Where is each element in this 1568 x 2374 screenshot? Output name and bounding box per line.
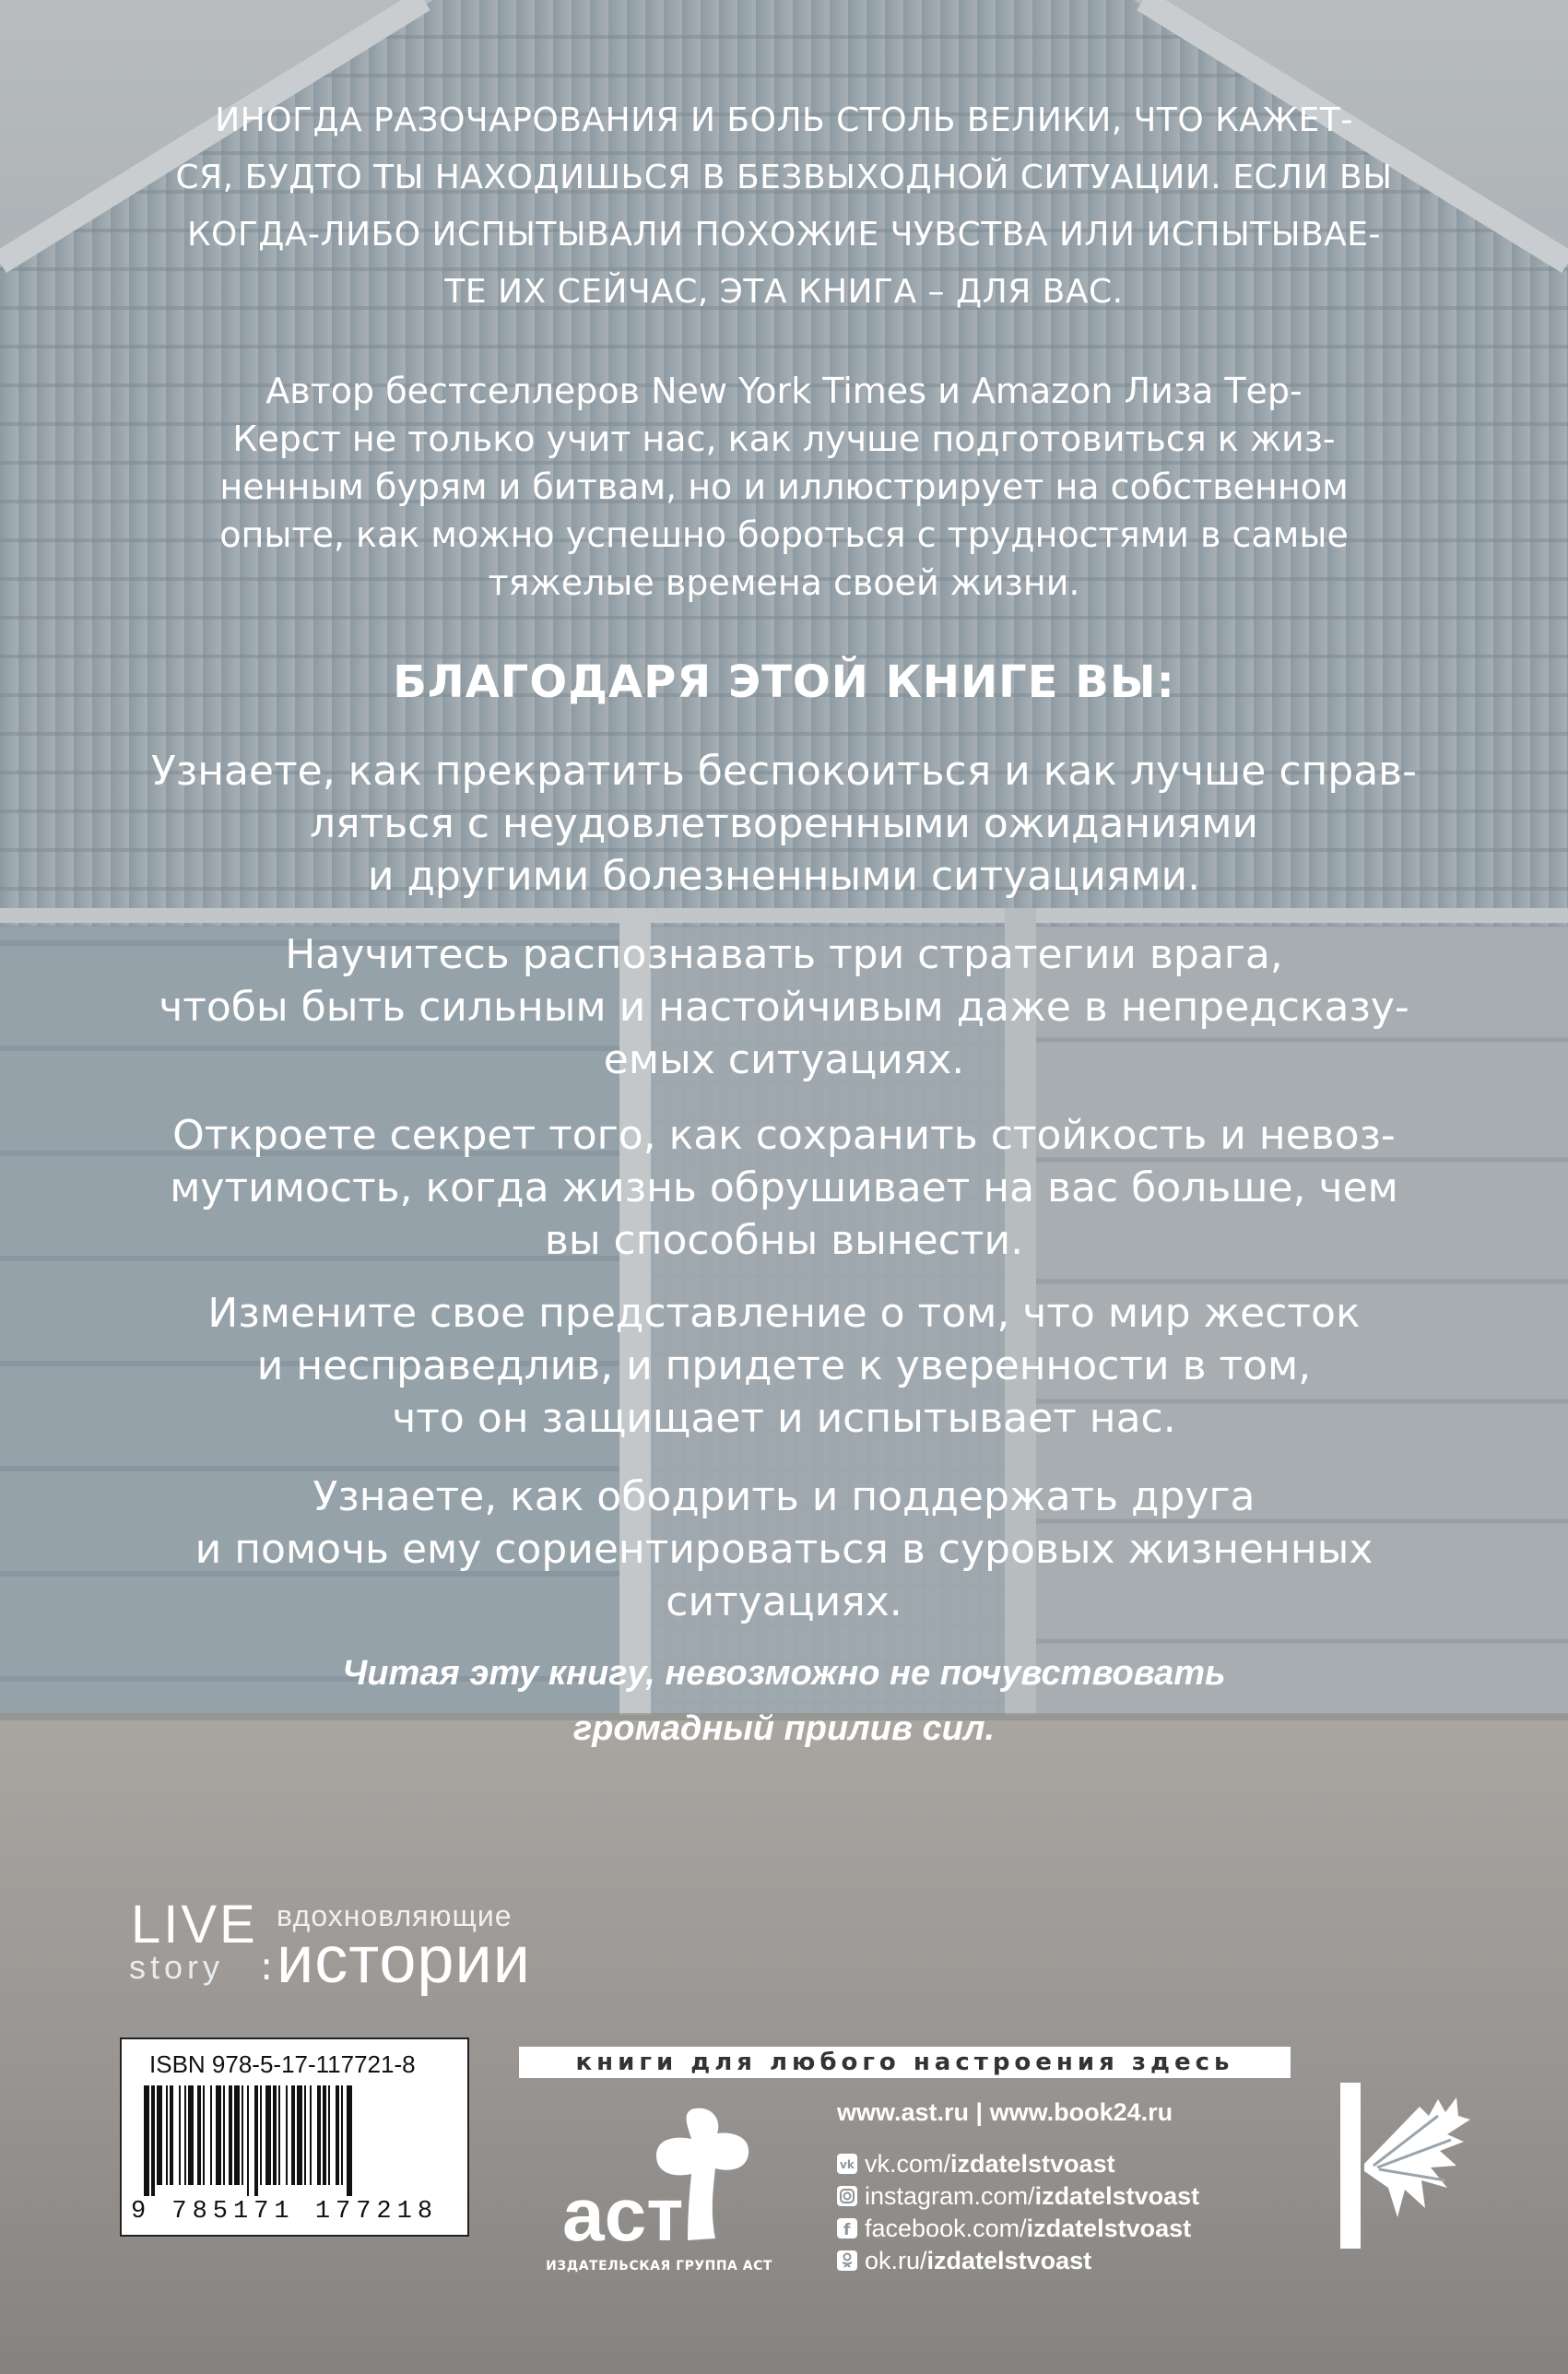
barcode-bar (197, 2085, 201, 2185)
isbn-number: ISBN 978-5-17-117721-8 (149, 2050, 416, 2078)
publisher-caption: ИЗДАТЕЛЬСКАЯ ГРУППА АСТ (546, 2259, 772, 2274)
barcode-bar (166, 2085, 168, 2185)
social-prefix: instagram.com/ (865, 2182, 1035, 2210)
barcode-bar (144, 2085, 149, 2196)
odnoklassniki-icon (837, 2250, 857, 2271)
social-links (837, 2148, 1199, 2277)
barcode-bar (179, 2085, 181, 2185)
quote-line: громадный прилив сил. (572, 1709, 996, 1748)
benefit-line: ляться с неудовлетворенными ожиданиями (309, 800, 1258, 847)
benefit-item (0, 928, 1568, 1086)
barcode-bar (286, 2085, 288, 2185)
ast-logo-text: аст (562, 2173, 684, 2250)
barcode-bar (260, 2085, 262, 2185)
barcode-bar (265, 2085, 271, 2185)
intro-line: КОГДА-ЛИБО ИСПЫТЫВАЛИ ПОХОЖИЕ ЧУВСТВА ИЛИ ИСПЫТЫВАЕ- (186, 216, 1382, 254)
barcode-box (120, 2037, 469, 2237)
social-handle: izdatelstvoast (1034, 2182, 1200, 2210)
barcode-bars (140, 2085, 449, 2196)
benefit-line: и помочь ему сориентироваться в суровых жизненных (195, 1526, 1373, 1573)
barcode-bar (151, 2085, 155, 2196)
benefit-item (0, 1470, 1568, 1628)
social-handle: izdatelstvoast (926, 2247, 1092, 2274)
benefit-item (0, 1109, 1568, 1267)
barcode-bar (247, 2085, 249, 2196)
barcode-bar (341, 2085, 343, 2185)
intro-text (0, 92, 1568, 321)
imprint-k-logo-icon (1337, 2079, 1475, 2254)
barcode-bar (310, 2085, 312, 2185)
benefit-line: Откроете секрет того, как сохранить стойкость и невоз- (172, 1112, 1396, 1159)
barcode-bar (216, 2085, 221, 2185)
series-logo-live: LIVE (131, 1895, 258, 1955)
benefit-item (0, 1287, 1568, 1445)
benefit-line: Научитесь распознавать три стратегии врага, (285, 931, 1283, 978)
benefit-line: вы способны вынести. (544, 1217, 1024, 1264)
benefit-line: Измените свое представление о том, что мир жесток (207, 1290, 1361, 1337)
barcode-bar (223, 2085, 225, 2185)
benefit-line: ситуациях. (666, 1578, 902, 1625)
facebook-icon (837, 2218, 857, 2238)
social-handle: izdatelstvoast (1026, 2215, 1192, 2242)
social-prefix: vk.com/ (865, 2150, 951, 2178)
barcode-bar (304, 2085, 306, 2185)
barcode-bar (347, 2085, 352, 2196)
barcode-bar (184, 2085, 186, 2185)
barcode-bar (234, 2085, 240, 2185)
author-line: Автор бестселлеров New York Times и Amazon Лиза Тер- (265, 371, 1303, 411)
barcode-bar (291, 2085, 295, 2185)
barcode-bar (254, 2085, 258, 2196)
social-link-facebook (837, 2213, 1199, 2245)
social-link-instagram (837, 2180, 1199, 2213)
author-paragraph (0, 367, 1568, 607)
series-logo-colon: : (260, 1943, 274, 1989)
barcode-bar (273, 2085, 277, 2185)
social-prefix: facebook.com/ (865, 2215, 1027, 2242)
intro-line: ТЕ ИХ СЕЙЧАС, ЭТА КНИГА – ДЛЯ ВАС. (444, 273, 1124, 311)
barcode-bar (297, 2085, 302, 2185)
barcode-bar (229, 2085, 232, 2185)
author-line: тяжелые времена своей жизни. (488, 562, 1080, 603)
vk-icon (837, 2154, 857, 2174)
promo-banner: книги для любого настроения здесь (519, 2047, 1291, 2078)
barcode-bar (328, 2085, 330, 2185)
benefit-line: мутимость, когда жизнь обрушивает на вас больше, чем (170, 1164, 1398, 1211)
barcode-bar (336, 2085, 339, 2185)
series-logo-story: story (129, 1948, 225, 1986)
ast-logo-icon (553, 2102, 765, 2250)
intro-line: ИНОГДА РАЗОЧАРОВАНИЯ И БОЛЬ СТОЛЬ ВЕЛИКИ, ЧТО КАЖЕТ- (215, 101, 1353, 139)
svg-text:f: f (843, 2220, 851, 2238)
benefit-line: что он защищает и испытывает нас. (392, 1395, 1176, 1442)
author-line: опыте, как можно успешно бороться с трудностями в самые (219, 514, 1349, 555)
barcode-bar (157, 2085, 162, 2185)
benefit-line: Узнаете, как прекратить беспокоиться и как лучше справ- (150, 748, 1417, 795)
barcode-bar (317, 2085, 321, 2185)
barcode-bar (242, 2085, 243, 2185)
benefit-line: и несправедлив, и придете к уверенности в том, (256, 1342, 1312, 1389)
barcode-bar (278, 2085, 280, 2185)
barcode-bar (323, 2085, 326, 2185)
social-prefix: ok.ru/ (865, 2247, 927, 2274)
benefits-heading: БЛАГОДАРЯ ЭТОЙ КНИГЕ ВЫ: (393, 656, 1175, 708)
barcode-bar (203, 2085, 205, 2185)
instagram-icon (837, 2186, 857, 2206)
benefit-line: чтобы быть сильным и настойчивым даже в непредсказу- (159, 984, 1409, 1031)
benefit-line: емых ситуациях. (603, 1036, 965, 1083)
intro-line: СЯ, БУДТО ТЫ НАХОДИШЬСЯ В БЕЗВЫХОДНОЙ СИТУАЦИИ. ЕСЛИ ВЫ (175, 159, 1393, 196)
social-link-ok (837, 2245, 1199, 2277)
barcode-bar (210, 2085, 212, 2185)
social-link-vk (837, 2148, 1199, 2180)
barcode-bar (170, 2085, 173, 2185)
publisher-websites: www.ast.ru | www.book24.ru (837, 2098, 1173, 2126)
barcode-digits: 9 785171 177218 (131, 2198, 439, 2226)
quote-line: Читая эту книгу, невозможно не почувствовать (342, 1654, 1226, 1693)
series-name: истории (277, 1923, 531, 1997)
benefit-line: и другими болезненными ситуациями. (367, 853, 1201, 900)
series-tagline: вдохновляющие (277, 1899, 513, 1932)
social-handle: izdatelstvoast (950, 2150, 1115, 2178)
benefit-item (0, 745, 1568, 903)
svg-text:vk: vk (840, 2157, 855, 2171)
barcode-bar (188, 2085, 194, 2185)
author-line: Керст не только учит нас, как лучше подготовиться к жиз- (232, 419, 1336, 459)
author-line: ненным бурям и битвам, но и иллюстрирует на собственном (219, 467, 1349, 507)
benefit-line: Узнаете, как ободрить и поддержать друга (312, 1473, 1256, 1520)
closing-quote (0, 1646, 1568, 1756)
